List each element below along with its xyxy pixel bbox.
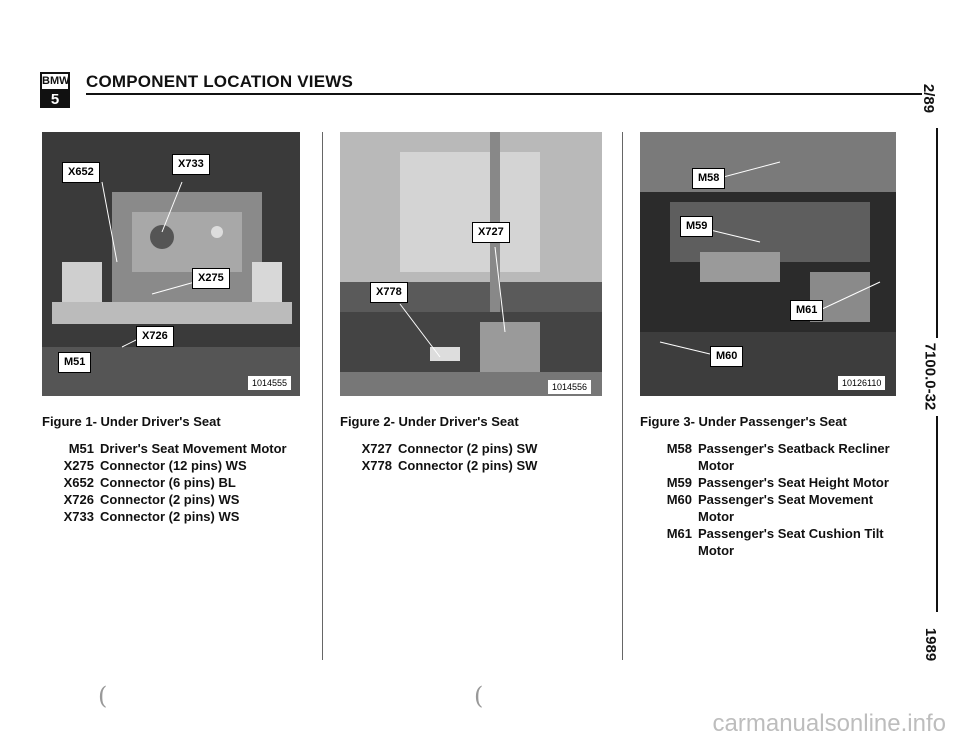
side-year: 1989 xyxy=(922,627,940,662)
legend-code: X733 xyxy=(63,509,94,524)
legend-item xyxy=(652,491,903,525)
legend-code: M60 xyxy=(666,492,692,507)
legend-item xyxy=(54,457,287,474)
legend-description: Connector (6 pins) BL xyxy=(100,475,236,490)
column-divider xyxy=(322,132,323,660)
legend-code: M51 xyxy=(68,441,94,456)
legend-item xyxy=(652,440,903,474)
photo-id: 1014556 xyxy=(548,380,591,394)
figure-1-photo xyxy=(42,132,300,396)
legend-item xyxy=(652,525,903,559)
figure-3-photo-art xyxy=(640,132,896,396)
legend-code: X652 xyxy=(63,475,94,490)
logo-series: 5 xyxy=(50,91,60,108)
legend-description: Connector (2 pins) WS xyxy=(100,509,240,524)
figure-3-caption: Figure 3- Under Passenger's Seat xyxy=(640,414,847,429)
callout-m61: M61 xyxy=(790,300,823,321)
legend-description: Connector (12 pins) WS xyxy=(100,458,247,473)
callout-x727: X727 xyxy=(472,222,510,243)
side-rule xyxy=(936,128,938,338)
column-divider xyxy=(622,132,623,660)
figure-3-legend xyxy=(652,440,903,559)
legend-code: X726 xyxy=(63,492,94,507)
legend-item xyxy=(352,440,537,457)
callout-x275: X275 xyxy=(192,268,230,289)
side-date: 2/89 xyxy=(920,83,938,114)
legend-code: X727 xyxy=(361,441,392,456)
bmw-logo xyxy=(40,72,70,108)
legend-description: Connector (2 pins) SW xyxy=(398,441,538,456)
legend-item xyxy=(54,508,287,525)
legend-description: Passenger's Seat Movement Motor xyxy=(698,492,874,524)
callout-m59: M59 xyxy=(680,216,713,237)
photo-id: 10126110 xyxy=(838,376,885,390)
watermark: carmanualsonline.info xyxy=(712,710,946,737)
legend-description: Connector (2 pins) WS xyxy=(100,492,240,507)
figure-1-legend xyxy=(54,440,287,525)
legend-description: Passenger's Seat Cushion Tilt Motor xyxy=(698,526,884,558)
callout-m51: M51 xyxy=(58,352,91,373)
scan-mark: ( xyxy=(474,682,484,710)
legend-code: X275 xyxy=(63,458,94,473)
callout-x726: X726 xyxy=(136,326,174,347)
callout-m58: M58 xyxy=(692,168,725,189)
scan-mark: ( xyxy=(98,682,108,710)
callout-x652: X652 xyxy=(62,162,100,183)
figure-1-caption: Figure 1- Under Driver's Seat xyxy=(42,414,221,429)
callout-x733: X733 xyxy=(172,154,210,175)
callout-m60: M60 xyxy=(710,346,743,367)
legend-description: Connector (2 pins) SW xyxy=(398,458,538,473)
figure-2-legend xyxy=(352,440,537,474)
side-page-number: 7100.0-32 xyxy=(921,342,939,411)
side-rule xyxy=(936,416,938,612)
callout-x778: X778 xyxy=(370,282,408,303)
legend-item xyxy=(652,474,903,491)
figure-2-caption: Figure 2- Under Driver's Seat xyxy=(340,414,519,429)
legend-code: M59 xyxy=(666,475,692,490)
figure-3-photo xyxy=(640,132,896,396)
title-rule xyxy=(86,93,922,95)
legend-code: X778 xyxy=(361,458,392,473)
logo-brand: BMW xyxy=(42,74,68,91)
figure-2-photo xyxy=(340,132,602,396)
photo-id: 1014555 xyxy=(248,376,291,390)
legend-item xyxy=(54,491,287,508)
legend-description: Passenger's Seatback Recliner Motor xyxy=(698,441,890,473)
legend-code: M58 xyxy=(666,441,692,456)
legend-item xyxy=(54,440,287,457)
figure-2-photo-art xyxy=(340,132,602,396)
legend-description: Driver's Seat Movement Motor xyxy=(100,441,287,456)
legend-code: M61 xyxy=(666,526,692,541)
legend-item xyxy=(54,474,287,491)
legend-description: Passenger's Seat Height Motor xyxy=(698,475,889,490)
page-title: COMPONENT LOCATION VIEWS xyxy=(86,72,354,91)
legend-item xyxy=(352,457,537,474)
